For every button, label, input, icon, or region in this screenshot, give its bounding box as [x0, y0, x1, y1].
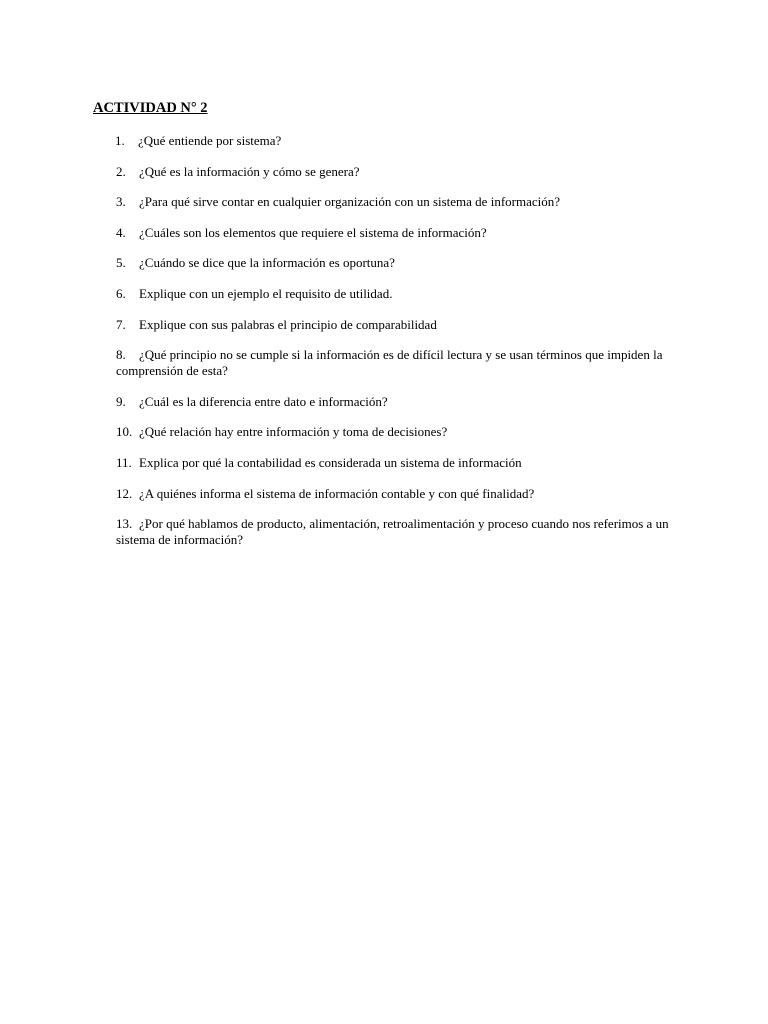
question-number: 9. — [116, 393, 126, 409]
question-text: ¿A quiénes informa el sistema de información contable y con qué finalidad? — [139, 485, 535, 501]
question-number: 2. — [116, 163, 126, 179]
question-number: 10. — [116, 424, 133, 440]
question-number: 8. — [116, 347, 126, 363]
question-item — [116, 347, 676, 379]
question-text: ¿Para qué sirve contar en cualquier organización con un sistema de información? — [139, 194, 561, 210]
question-item — [116, 516, 676, 548]
document-title: ACTIVIDAD N° 2 — [93, 100, 208, 116]
question-text: ¿Por qué hablamos de producto, alimentación, retroalimentación y proceso cuando nos referimos a un sistema de información? — [116, 516, 669, 548]
question-text: ¿Qué relación hay entre información y toma de decisiones? — [139, 424, 448, 440]
question-item — [116, 455, 676, 471]
question-list — [116, 133, 676, 563]
question-number: 7. — [116, 316, 126, 332]
question-text: ¿Cuál es la diferencia entre dato e información? — [139, 393, 388, 409]
question-text: Explique con un ejemplo el requisito de utilidad. — [139, 285, 393, 301]
question-number: 11. — [116, 454, 132, 470]
question-number: 13. — [116, 516, 133, 532]
question-text: ¿Cuáles son los elementos que requiere el sistema de información? — [139, 224, 487, 240]
question-text: Explica por qué la contabilidad es considerada un sistema de información — [139, 454, 522, 470]
question-item — [116, 424, 676, 440]
question-item — [116, 317, 676, 333]
question-text: ¿Qué es la información y cómo se genera? — [139, 163, 360, 179]
question-number: 5. — [116, 255, 126, 271]
question-item — [116, 133, 676, 149]
question-item — [116, 286, 676, 302]
question-item — [116, 394, 676, 410]
question-text: ¿Cuándo se dice que la información es oportuna? — [139, 255, 395, 271]
question-number: 3. — [116, 194, 126, 210]
question-item — [116, 194, 676, 210]
question-item — [116, 164, 676, 180]
question-number: 1. — [115, 133, 125, 148]
question-number: 6. — [116, 285, 126, 301]
question-item — [116, 255, 676, 271]
question-text: ¿Qué entiende por sistema? — [138, 133, 282, 148]
question-text: Explique con sus palabras el principio de comparabilidad — [139, 316, 437, 332]
question-number: 4. — [116, 224, 126, 240]
question-text: ¿Qué principio no se cumple si la información es de difícil lectura y se usan términos que impiden la comprensión de esta? — [116, 347, 663, 379]
question-number: 12. — [116, 485, 133, 501]
question-item — [116, 225, 676, 241]
question-item — [116, 486, 676, 502]
